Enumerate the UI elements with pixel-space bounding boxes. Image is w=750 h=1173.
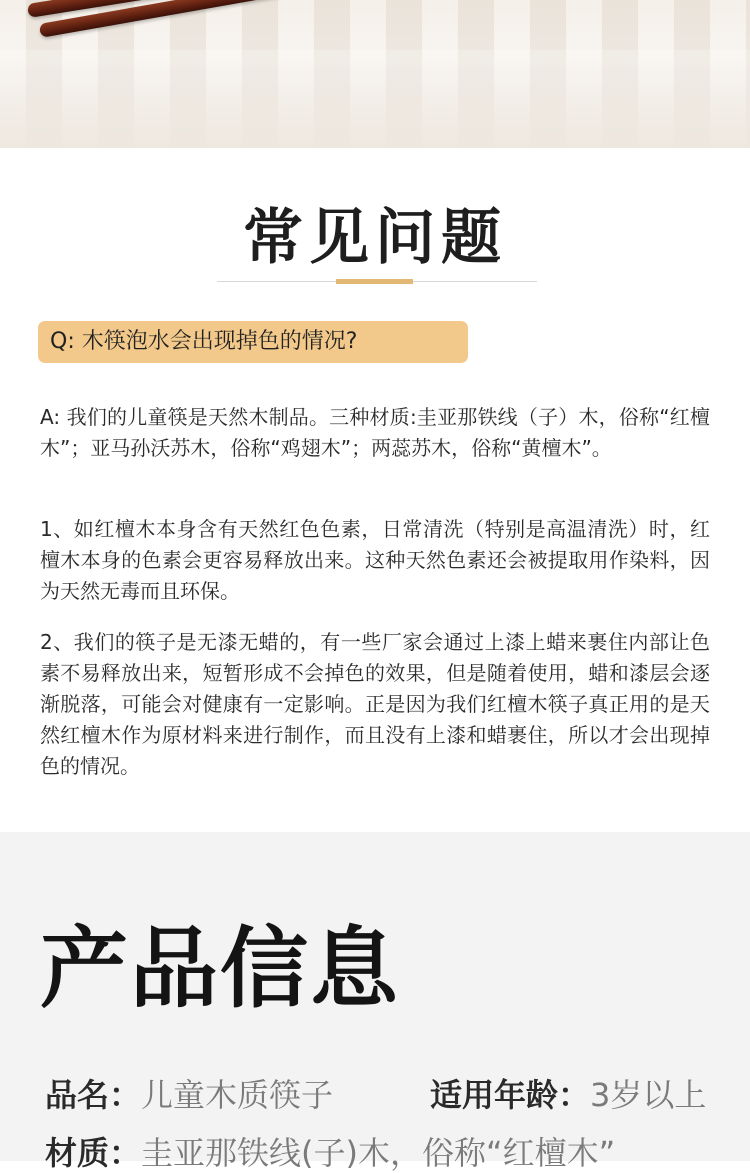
faq-answer-point-1: 1、如红檀木本身含有天然红色色素，日常清洗（特别是高温清洗）时，红檀木本身的色素会更容易释放出来。这种天然色素还会被提取用作染料，因为天然无毒而且环保。 (40, 517, 710, 603)
product-name-row (45, 1075, 333, 1115)
product-material-row (45, 1133, 615, 1173)
faq-answer-point-2: 2、我们的筷子是无漆无蜡的，有一些厂家会通过上漆上蜡来裹住内部让色素不易释放出来，短暂形成不会掉色的效果，但是随着使用，蜡和漆层会逐渐脱落，可能会对健康有一定影响。正是因为我们红檀木筷子真正用的是天然红檀木作为原材料来进行制作，而且没有上漆和蜡裹住，所以才会出现掉色的情况。 (40, 630, 710, 778)
product-material-value: 圭亚那铁线(子)木，俗称“红檀木” (141, 1134, 616, 1172)
product-info-section (0, 832, 750, 1172)
product-name-value: 儿童木质筷子 (141, 1076, 334, 1114)
product-photo (0, 0, 750, 148)
tray-cups (0, 50, 750, 148)
faq-answer-intro: A: 我们的儿童筷是天然木制品。三种材质:圭亚那铁线（子）木，俗称“红檀木”；亚马孙沃苏木，俗称“鸡翅木”；两蕊苏木，俗称“黄檀木”。 (40, 405, 710, 460)
faq-question: Q: 木筷泡水会出现掉色的情况? (38, 321, 468, 363)
product-age-value: 3岁以上 (590, 1076, 707, 1114)
product-age-label: 适用年龄： (430, 1076, 591, 1114)
product-info-title: 产品信息 (40, 917, 401, 1020)
product-age-row (430, 1075, 706, 1115)
product-material-label: 材质： (45, 1134, 142, 1172)
product-name-label: 品名： (45, 1076, 142, 1114)
faq-title: 常见问题 (243, 203, 507, 273)
title-accent-bar (336, 279, 413, 284)
